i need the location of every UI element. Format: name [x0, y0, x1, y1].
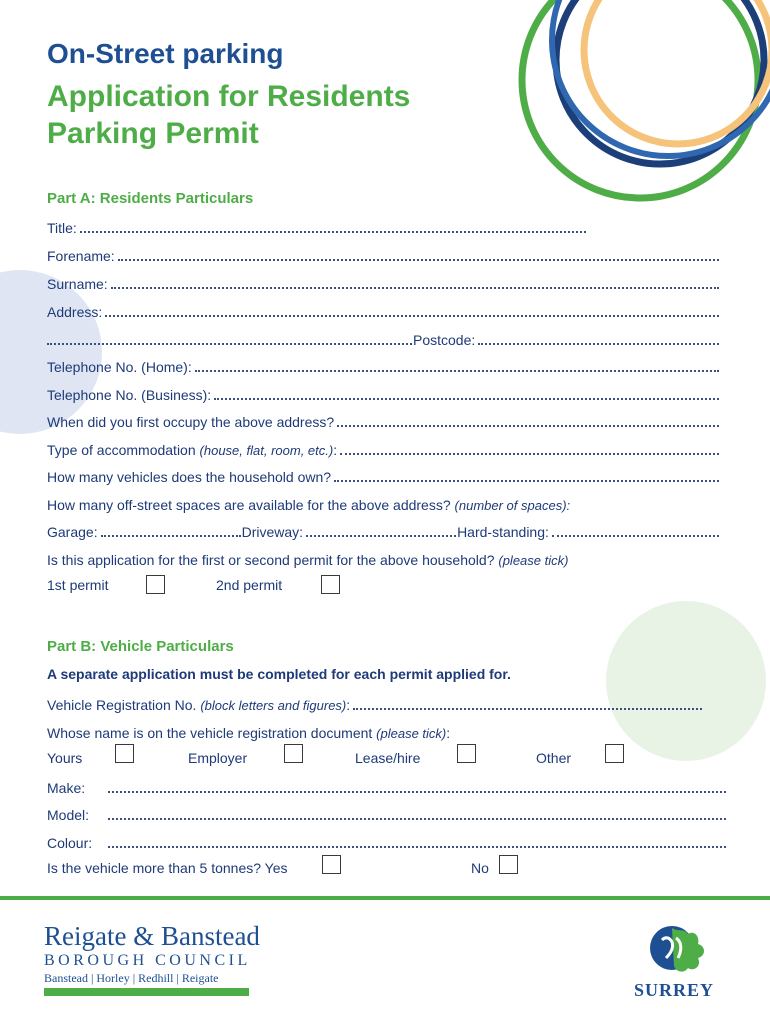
- vehicles-count-line[interactable]: [334, 466, 719, 482]
- registration-hint: (block letters and figures): [200, 698, 347, 713]
- first-permit-checkbox[interactable]: [146, 575, 165, 594]
- model-line[interactable]: [108, 804, 726, 820]
- address-label: Address:: [47, 304, 103, 320]
- registration-colon: :: [346, 697, 351, 713]
- postcode-label: Postcode:: [413, 332, 476, 348]
- whose-name-question: [47, 721, 720, 741]
- whose-name-text: Whose name is on the vehicle registration document: [47, 725, 373, 741]
- whose-name-hint: (please tick): [376, 726, 447, 741]
- yours-label: Yours: [47, 750, 83, 766]
- surname-field[interactable]: [47, 272, 720, 292]
- registration-line[interactable]: [353, 694, 702, 710]
- address-field[interactable]: [47, 300, 720, 320]
- second-permit-label: 2nd permit: [216, 577, 283, 593]
- whose-name-colon: :: [446, 725, 451, 741]
- tonnes-yes-checkbox[interactable]: [322, 855, 341, 874]
- surrey-oak-leaf-icon: [648, 918, 712, 978]
- first-permit-label: 1st permit: [47, 577, 109, 593]
- hardstanding-label: Hard-standing:: [457, 524, 549, 540]
- surrey-logo-text: SURREY: [634, 980, 715, 1000]
- occupy-date-field[interactable]: [47, 410, 720, 430]
- part-b-heading: Part B: Vehicle Particulars: [47, 638, 234, 655]
- council-logo-bar: [44, 988, 249, 996]
- garage-label: Garage:: [47, 524, 98, 540]
- employer-checkbox[interactable]: [284, 744, 303, 763]
- whose-name-label: [47, 725, 450, 741]
- forename-field[interactable]: [47, 244, 720, 264]
- heading-on-street-parking: On-Street parking: [47, 38, 284, 69]
- footer-divider: [0, 896, 770, 900]
- spaces-text: How many off-street spaces are available for the above address?: [47, 497, 451, 513]
- accommodation-field[interactable]: [47, 438, 720, 458]
- accommodation-label: [47, 442, 337, 458]
- model-label: Model:: [47, 807, 90, 823]
- separate-application-note: A separate application must be completed for each permit applied for.: [47, 666, 511, 682]
- make-field[interactable]: [47, 776, 727, 796]
- colour-field[interactable]: [47, 831, 727, 851]
- surname-line[interactable]: [111, 273, 719, 289]
- model-field[interactable]: [47, 803, 727, 823]
- forename-label: Forename:: [47, 248, 115, 264]
- heading-application-title: [47, 78, 410, 152]
- heading-line-3: Parking Permit: [47, 117, 259, 150]
- spaces-breakdown-row[interactable]: [47, 520, 720, 540]
- driveway-label: Driveway:: [241, 524, 304, 540]
- council-logo-towns: Banstead | Horley | Redhill | Reigate: [44, 971, 219, 985]
- driveway-line[interactable]: [306, 521, 456, 537]
- tonnes-no-checkbox[interactable]: [499, 855, 518, 874]
- garage-line[interactable]: [101, 521, 241, 537]
- accommodation-hint: (house, flat, room, etc.): [199, 443, 334, 458]
- second-permit-checkbox[interactable]: [321, 575, 340, 594]
- spaces-label: [47, 497, 570, 513]
- colour-label: Colour:: [47, 835, 93, 851]
- telephone-business-field[interactable]: [47, 383, 720, 403]
- occupy-date-label: When did you first occupy the above address?: [47, 414, 335, 430]
- make-line[interactable]: [108, 777, 726, 793]
- permit-question-text: Is this application for the first or second permit for the above household?: [47, 552, 495, 568]
- address-line[interactable]: [105, 301, 719, 317]
- hardstanding-line[interactable]: [552, 521, 719, 537]
- permit-question-label: [47, 552, 568, 568]
- telephone-home-label: Telephone No. (Home):: [47, 359, 192, 375]
- spaces-question: [47, 493, 720, 513]
- yours-checkbox[interactable]: [115, 744, 134, 763]
- telephone-business-label: Telephone No. (Business):: [47, 387, 212, 403]
- telephone-business-line[interactable]: [214, 384, 719, 400]
- forename-line[interactable]: [118, 245, 719, 261]
- other-label: Other: [536, 750, 572, 766]
- occupy-date-line[interactable]: [337, 411, 719, 427]
- postcode-line[interactable]: [478, 329, 719, 345]
- tonnes-no-label: No: [471, 860, 489, 876]
- address-postcode-row[interactable]: [47, 328, 720, 348]
- lease-hire-checkbox[interactable]: [457, 744, 476, 763]
- other-checkbox[interactable]: [605, 744, 624, 763]
- permit-question: [47, 548, 720, 568]
- employer-label: Employer: [188, 750, 248, 766]
- accommodation-colon: :: [333, 442, 338, 458]
- council-logo-name: Reigate & Banstead: [44, 921, 260, 951]
- title-field[interactable]: [47, 216, 587, 236]
- telephone-home-field[interactable]: [47, 355, 720, 375]
- telephone-home-line[interactable]: [195, 356, 719, 372]
- registration-label: [47, 697, 350, 713]
- registration-field[interactable]: [47, 693, 703, 713]
- title-line[interactable]: [80, 217, 586, 233]
- tonnes-question: Is the vehicle more than 5 tonnes? Yes: [47, 860, 288, 876]
- surname-label: Surname:: [47, 276, 108, 292]
- vehicles-count-field[interactable]: [47, 465, 720, 485]
- heading-line-2: Application for Residents: [47, 80, 411, 113]
- part-a-heading: Part A: Residents Particulars: [47, 190, 254, 207]
- address-line-2[interactable]: [47, 329, 412, 345]
- title-label: Title:: [47, 220, 77, 236]
- registration-text: Vehicle Registration No.: [47, 697, 197, 713]
- permit-question-hint: (please tick): [498, 553, 569, 568]
- accommodation-text: Type of accommodation: [47, 442, 196, 458]
- spaces-hint: (number of spaces):: [454, 498, 571, 513]
- council-logo-subtitle: BOROUGH COUNCIL: [44, 952, 251, 969]
- lease-hire-label: Lease/hire: [355, 750, 421, 766]
- accommodation-line[interactable]: [340, 439, 719, 455]
- make-label: Make:: [47, 780, 86, 796]
- colour-line[interactable]: [108, 832, 726, 848]
- vehicles-count-label: How many vehicles does the household own?: [47, 469, 332, 485]
